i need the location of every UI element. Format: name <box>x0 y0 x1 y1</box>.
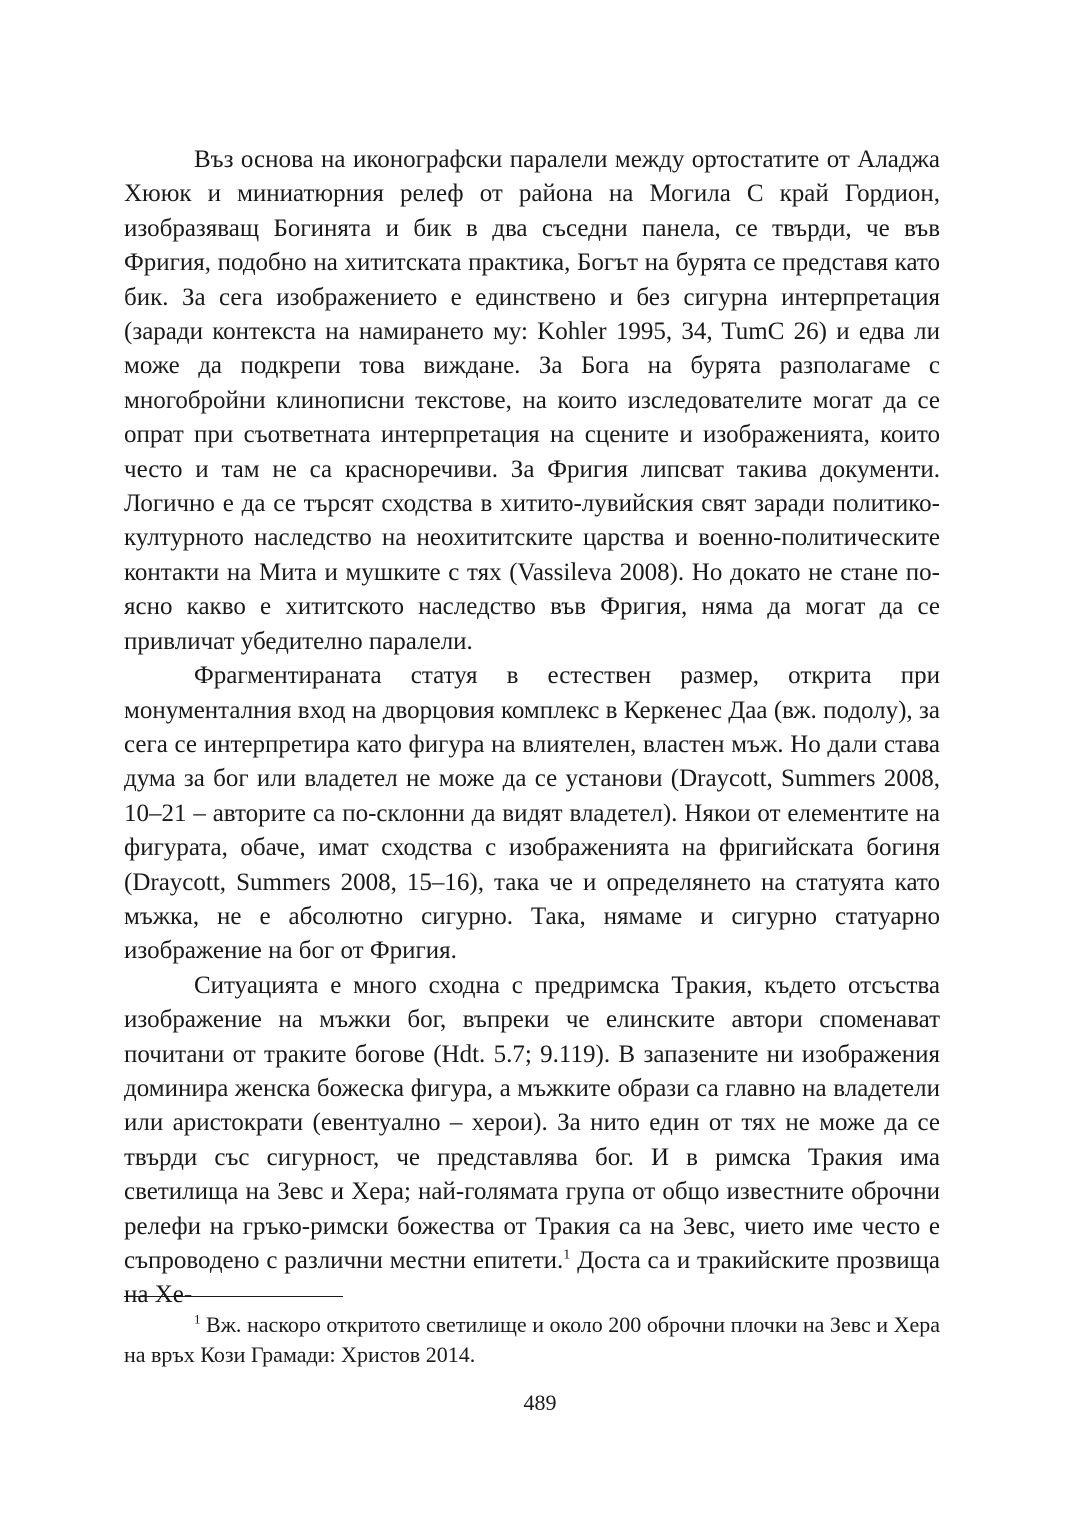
paragraph-iconographic-parallels: Въз основа на иконографски паралели между ортостатите от Аладжа Хююк и миниатюрния релеф от района на Могила С край Гордион, изобразяващ Богинята и бик в два съседни панела, се твърди, че във Фригия, подобно на хититската практика, Богът на бурята се представя като бик. За сега изображението е единствено и без сигурна интерпретация (заради контекста на намирането му: Kohler 1995, 34, TumC 26) и едва ли може да подкрепи това виждане. За Бога на бурята разполагаме с многобройни клинописни текстове, на които изследователите могат да се опрат при съответната интерпретация на сцените и изображенията, които често и там не са красноречиви. За Фригия липсват такива документи. Логично е да се търсят сходства в хитито-лувийския свят заради политико-културното наследство на неохититските царства и военно-политическите контакти на Мита и мушките с тях (Vassileva 2008). Но докато не стане по-ясно какво е хититското наследство във Фригия, няма да могат да се привличат убедително паралели. <box>124 146 940 655</box>
footnote-text: Вж. наскоро откритото светилище и около 200 оброчни плочки на Зевс и Хера на връх Кози Грамади: Христов 2014. <box>124 1312 940 1367</box>
paragraph-kerkenes-statue: Фрагментираната статуя в естествен размер, открита при монументалния вход на дворцовия комплекс в Керкенес Даа (вж. подолу), за сега се интерпретира като фигура на влиятелен, властен мъж. Но дали става дума за бог или владетел не може да се установи (Draycott, Summers 2008, 10–21 – авторите са по-склонни да видят владетел). Някои от елементите на фигурата, обаче, имат сходства с изображенията на фригийската богиня (Draycott, Summers 2008, 15–16), така че и определянето на статуята като мъжка, не е абсолютно сигурно. Така, нямаме и сигурно статуарно изображение на бог от Фригия. <box>124 662 940 965</box>
paragraph-thrace-comparison <box>124 969 940 1313</box>
paragraph-thrace-tail: Доста са и тракийските прозвища на Хе- <box>124 1247 940 1309</box>
paragraph-thrace-text: Ситуацията е много сходна с предримска Тракия, където отсъства изображение на мъжки бог, въпреки че елинските автори споменават почитани от траките богове (Hdt. 5.7; 9.119). В запазените ни изображения доминира женска божеска фигура, а мъжките образи са главно на владетели или аристократи (евентуално – херои). За нито един от тях не може да се твърди със сигурност, че представлява бог. И в римска Тракия има светилища на Зевс и Хера; най-голямата група от общо известните оброчни релефи на гръко-римски божества от Тракия са на Зевс, чието име често е съпроводено с различни местни епитети. <box>124 971 940 1274</box>
footnote-divider <box>124 1296 343 1297</box>
page-number: 489 <box>523 1390 557 1415</box>
footnote-reference-1[interactable]: 1 <box>563 1247 571 1263</box>
footnote-1 <box>124 1310 940 1370</box>
main-text <box>124 143 940 1313</box>
footnote-marker: 1 <box>194 1311 201 1327</box>
